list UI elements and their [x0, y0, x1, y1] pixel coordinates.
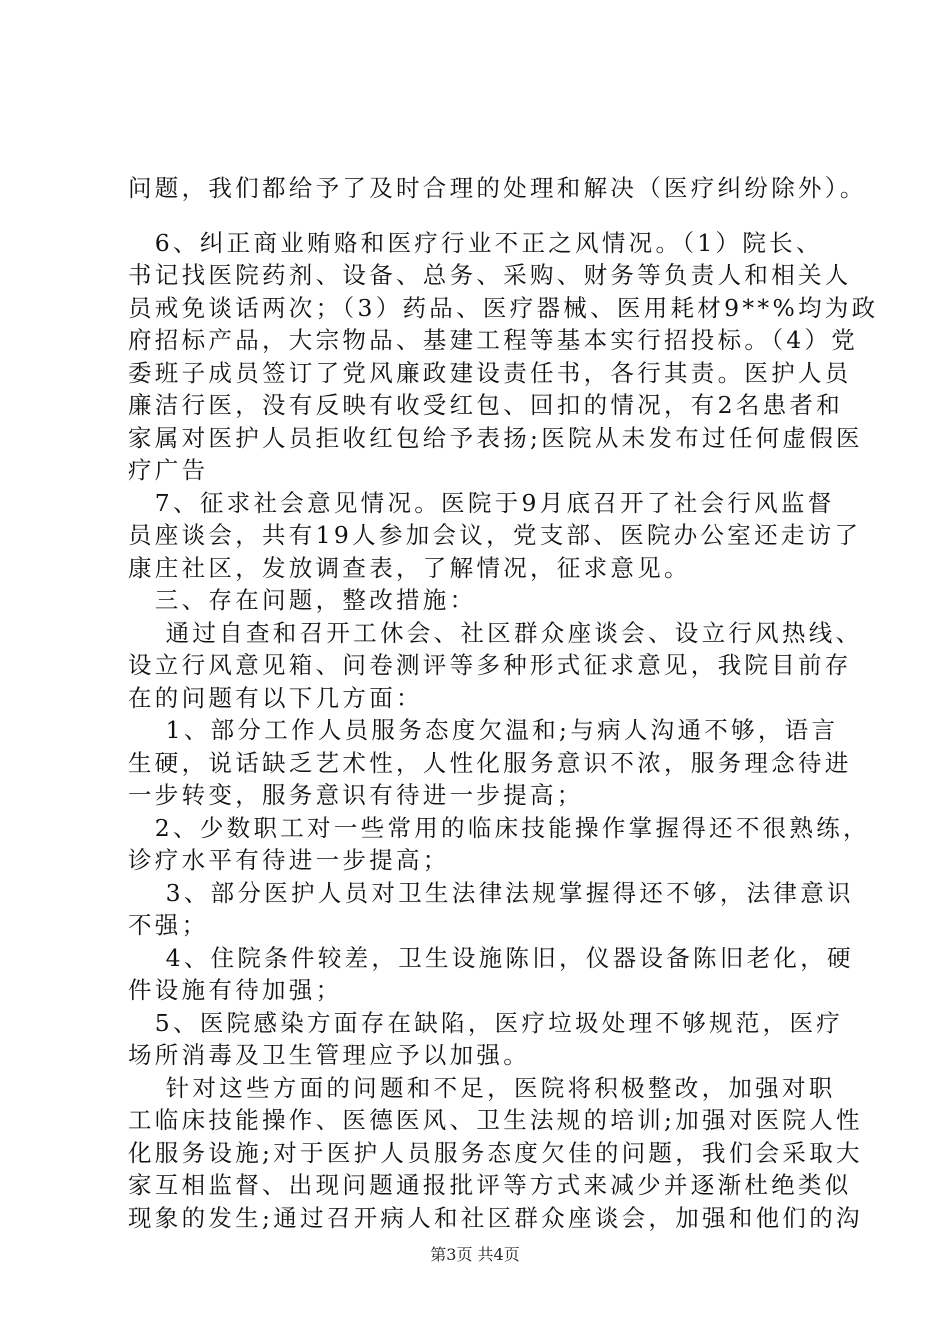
text-line: 4、住院条件较差，卫生设施陈旧，仪器设备陈旧老化，硬: [128, 943, 854, 972]
text-line: 通过自查和召开工休会、社区群众座谈会、设立行风热线、: [128, 618, 863, 647]
text-line: 现象的发生;通过召开病人和社区群众座谈会，加强和他们的沟: [128, 1203, 863, 1232]
body-text: [128, 172, 879, 1234]
text-line: 6、纠正商业贿赂和医疗行业不正之风情况。（1）院长、: [128, 228, 823, 257]
text-line: 针对这些方面的问题和不足，医院将积极整改，加强对职: [128, 1073, 836, 1102]
text-line: 1、部分工作人员服务态度欠温和;与病人沟通不够，语言: [128, 716, 839, 744]
text-line: 三、存在问题，整改措施：: [128, 586, 477, 614]
text-line: 一步转变，服务意识有待进一步提高；: [128, 781, 584, 809]
text-lines: [128, 227, 879, 1235]
text-line: 化服务设施;对于医护人员服务态度欠佳的问题，我们会采取大: [128, 1138, 863, 1167]
text-line: 不强；: [128, 911, 209, 939]
text-line: 家属对医护人员拒收红包给予表扬;医院从未发布过任何虚假医: [128, 423, 863, 452]
paragraph-gap: [128, 205, 848, 227]
text-line: 员戒免谈话两次；（3）药品、医疗器械、医用耗材9**%均为政: [128, 293, 879, 322]
text-line: 疗广告: [128, 456, 209, 484]
text-line: 康庄社区，发放调查表，了解情况，征求意见。: [128, 553, 691, 582]
text-line: 场所消毒及卫生管理应予以加强。: [128, 1041, 530, 1069]
text-line: 在的问题有以下几方面：: [128, 683, 423, 712]
text-line: 件设施有待加强；: [128, 976, 343, 1004]
text-line: 问题，我们都给予了及时合理的处理和解决（医疗纠纷除外）。: [128, 174, 867, 202]
text-line: 2、少数职工对一些常用的临床技能操作掌握得还不很熟练，: [128, 813, 870, 842]
text-line: 员座谈会，共有19人参加会议，党支部、医院办公室还走访了: [128, 521, 862, 549]
text-line: 诊疗水平有待进一步提高；: [128, 846, 450, 874]
text-line: 3、部分医护人员对卫生法律法规掌握得还不够，法律意识: [128, 878, 854, 907]
text-line: 设立行风意见箱、问卷测评等多种形式征求意见，我院目前存: [128, 651, 852, 679]
text-line: 生硬，说话缺乏艺术性，人性化服务意识不浓，服务理念待进: [128, 748, 852, 777]
text-line: 5、医院感染方面存在缺陷，医疗垃圾处理不够规范，医疗: [128, 1008, 844, 1037]
text-line: 家互相监督、出现问题通报批评等方式来减少并逐渐杜绝类似: [128, 1171, 852, 1199]
text-line: 委班子成员签订了党风廉政建设责任书，各行其责。医护人员: [128, 358, 852, 387]
text-line: 书记找医院药剂、设备、总务、采购、财务等负责人和相关人: [128, 261, 852, 289]
text-line: 府招标产品，大宗物品、基建工程等基本实行招投标。（4）党: [128, 326, 859, 354]
text-line: 工临床技能操作、医德医风、卫生法规的培训;加强对医院人性: [128, 1106, 863, 1134]
text-line: 7、征求社会意见情况。医院于9月底召开了社会行风监督: [128, 488, 835, 517]
page-footer: 第3页 共4页: [430, 1245, 520, 1264]
text-line: 廉洁行医，没有反映有收受红包、回扣的情况，有2名患者和: [128, 391, 844, 419]
